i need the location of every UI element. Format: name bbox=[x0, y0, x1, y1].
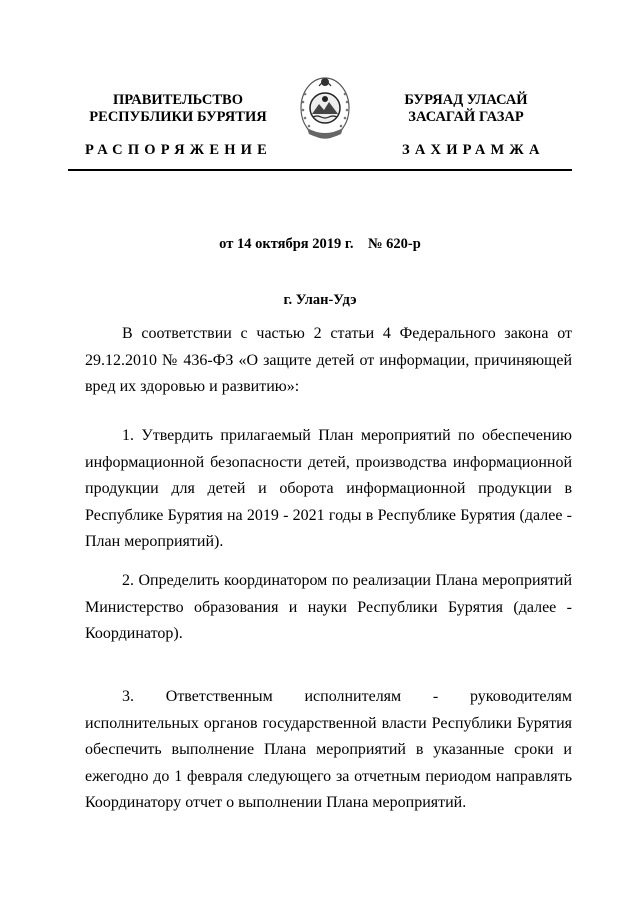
date-and-number: от 14 октября 2019 г. № 620-р bbox=[219, 236, 421, 252]
header-divider bbox=[68, 169, 572, 171]
header-left-line1: ПРАВИТЕЛЬСТВО bbox=[113, 92, 243, 108]
header-left bbox=[78, 92, 278, 126]
paragraph-item-3: 3. Ответственным исполнителям - руководителям исполнительных органов государственной власти Республики Бурятия обеспечить выполнение Плана мероприятий в указанные сроки и ежегодно до 1 февраля следующего за отчетным периодом направлять Координатору отчет о выполнении Плана мероприятий. bbox=[85, 688, 572, 811]
city: г. Улан-Удэ bbox=[283, 292, 357, 308]
header-right bbox=[376, 92, 556, 126]
coat-of-arms-icon bbox=[297, 72, 353, 146]
header-right-line1: БУРЯАД УЛАСАЙ bbox=[404, 92, 528, 108]
header-right-line2: ЗАСАГАЙ ГАЗАР bbox=[408, 109, 524, 125]
paragraph-item-2: 2. Определить координатором по реализации Плана мероприятий Министерство образования и науки Республики Бурятия (далее - Координатор). bbox=[85, 572, 572, 642]
header-left-line2: РЕСПУБЛИКИ БУРЯТИЯ bbox=[89, 109, 267, 125]
paragraph-preamble: В соответствии с частью 2 статьи 4 Федерального закона от 29.12.2010 № 436-ФЗ «О защите детей от информации, причиняющей вред их здоровью и развитию»: bbox=[85, 325, 572, 395]
paragraph-item-1: 1. Утвердить прилагаемый План мероприятий по обеспечению информационной безопасности детей, производства информационной продукции для детей и оборота информационной продукции в Республике Бурятия на 2019 - 2021 годы в Республике Бурятия (далее - План мероприятий). bbox=[85, 427, 572, 550]
order-title-russian: РАСПОРЯЖЕНИЕ bbox=[85, 142, 273, 158]
order-title-buryat: ЗАХИРАМЖА bbox=[402, 142, 545, 158]
